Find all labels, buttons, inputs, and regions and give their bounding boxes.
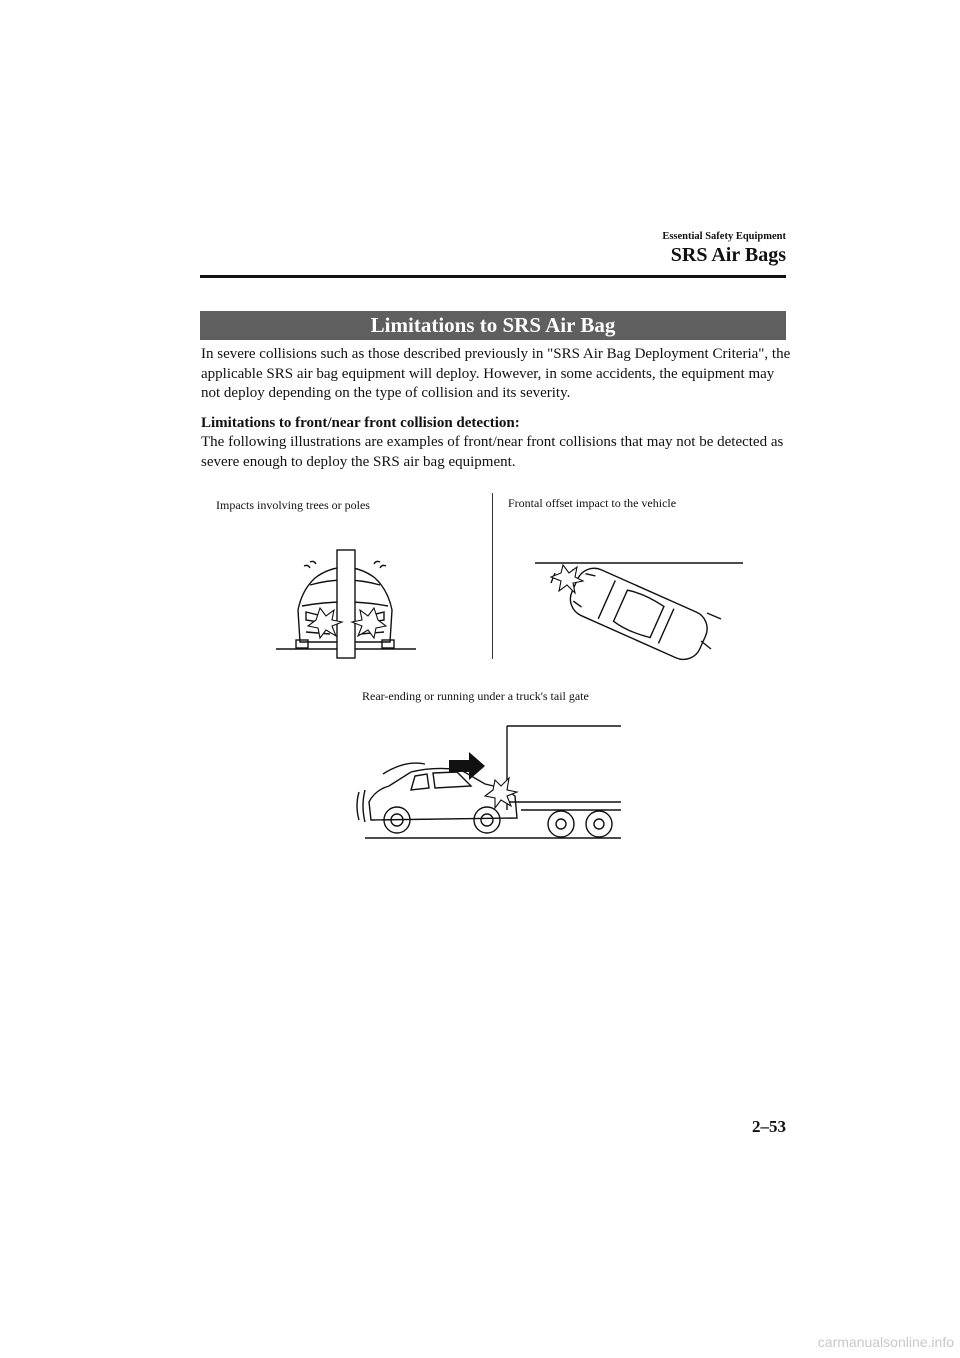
header-category: Essential Safety Equipment [662,231,786,242]
caption-truck-underride: Rear-ending or running under a truck's tail gate [362,689,589,703]
front-detection-text: The following illustrations are examples of front/near front collisions that may not be detected as severe enough to deploy the SRS air bag equipment. [201,434,784,470]
caption-offset-impact: Frontal offset impact to the vehicle [508,496,677,510]
caption-pole-impact: Impacts involving trees or poles [216,498,370,512]
header-divider [200,275,786,278]
car-hitting-pole-illustration [270,540,430,660]
arrow-right-icon [449,752,485,780]
truck-underride-illustration [345,720,625,845]
section-title: SRS Air Bags [670,244,786,266]
watermark-link[interactable]: carmanualsonline.info [817,1334,954,1350]
frontal-offset-impact-illustration [525,555,755,655]
intro-paragraph: In severe collisions such as those described previously in "SRS Air Bag Deployment Criteria", the applicable SRS air bag equipment will deploy. However, in some accidents, the equipment may not deploy depending on the type of collision and its severity. [201,346,791,401]
illustration-divider [492,493,493,659]
front-detection-heading: Limitations to front/near front collision detection: [201,415,520,431]
section-banner: Limitations to SRS Air Bag [200,311,786,340]
page-number: 2–53 [752,1117,786,1136]
